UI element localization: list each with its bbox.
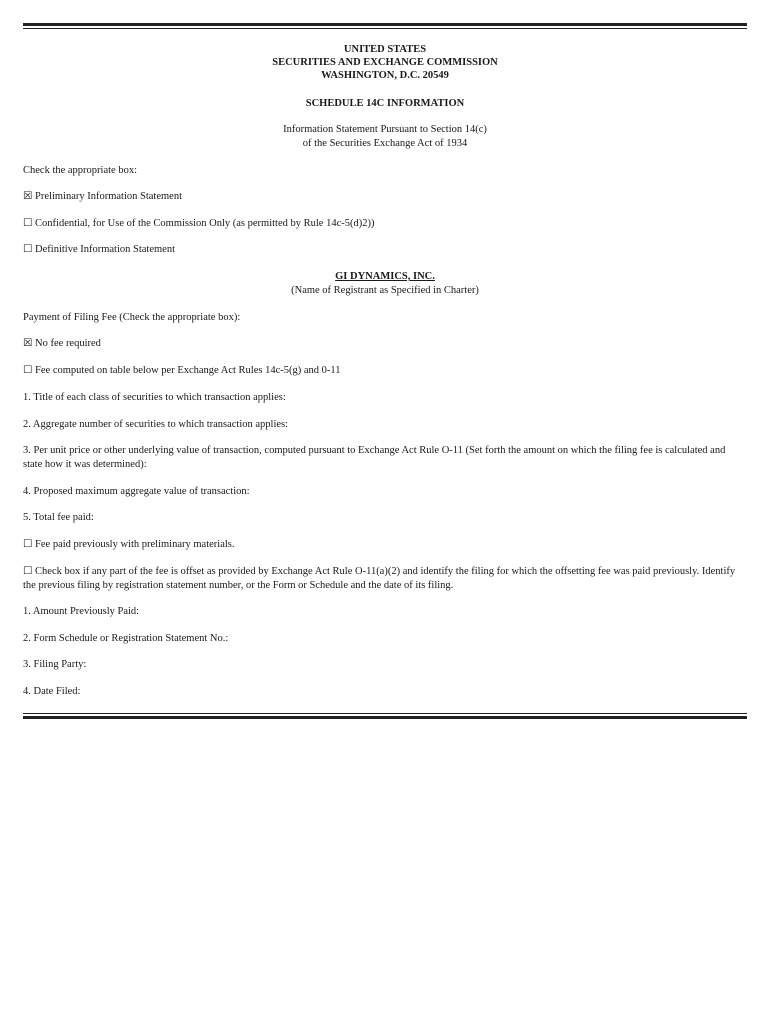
header-line-3: WASHINGTON, D.C. 20549 (321, 70, 449, 81)
check-box-intro: Check the appropriate box: (23, 165, 138, 176)
header-line-1: UNITED STATES (343, 44, 427, 55)
offset-item-3: 3. Filing Party: (23, 659, 87, 670)
offset-item-1: 1. Amount Previously Paid: (23, 606, 140, 617)
statement-line-1: Information Statement Pursuant to Section 14(c) (283, 124, 487, 135)
item-4: 4. Proposed maximum aggregate value of transaction: (23, 486, 250, 497)
fee-option-computed: ☐ Fee computed on table below per Exchange Act Rules 14c-5(g) and 0-11 (23, 365, 341, 376)
item-5: 5. Total fee paid: (23, 512, 94, 523)
registrant-caption: (Name of Registrant as Specified in Charter) (291, 285, 479, 296)
registrant-name: GI DYNAMICS, INC. (335, 271, 435, 282)
fee-intro: Payment of Filing Fee (Check the appropriate box): (23, 312, 241, 323)
header-line-2: SECURITIES AND EXCHANGE COMMISSION (272, 57, 498, 68)
item-2: 2. Aggregate number of securities to which transaction applies: (23, 419, 289, 430)
option-definitive: ☐ Definitive Information Statement (23, 244, 175, 255)
fee-paid-previously: ☐ Fee paid previously with preliminary materials. (23, 539, 235, 550)
schedule-title: SCHEDULE 14C INFORMATION (305, 98, 465, 109)
option-preliminary: ☒ Preliminary Information Statement (23, 191, 183, 202)
fee-option-no-fee: ☒ No fee required (23, 338, 101, 349)
offset-item-2: 2. Form Schedule or Registration Statement No.: (23, 633, 229, 644)
offset-item-4: 4. Date Filed: (23, 686, 81, 697)
item-3: 3. Per unit price or other underlying value of transaction, computed pursuant to Exchange Act Rule O-11 (Set forth the amount on which the filing fee is calculated and state how it was determined): (23, 445, 726, 470)
option-confidential: ☐ Confidential, for Use of the Commission Only (as permitted by Rule 14c-5(d)2)) (23, 218, 375, 229)
offset-check: ☐ Check box if any part of the fee is offset as provided by Exchange Act Rule O-11(a)(2) and identify the filing for which the offsetting fee was paid previously. Identify the previous filing by registration statement number, or the Form or Schedule and the date of its filing. (23, 566, 736, 591)
statement-line-2: of the Securities Exchange Act of 1934 (302, 138, 468, 149)
top-double-rule (23, 23, 747, 29)
bottom-double-rule (23, 713, 747, 719)
item-1: 1. Title of each class of securities to which transaction applies: (23, 392, 286, 403)
